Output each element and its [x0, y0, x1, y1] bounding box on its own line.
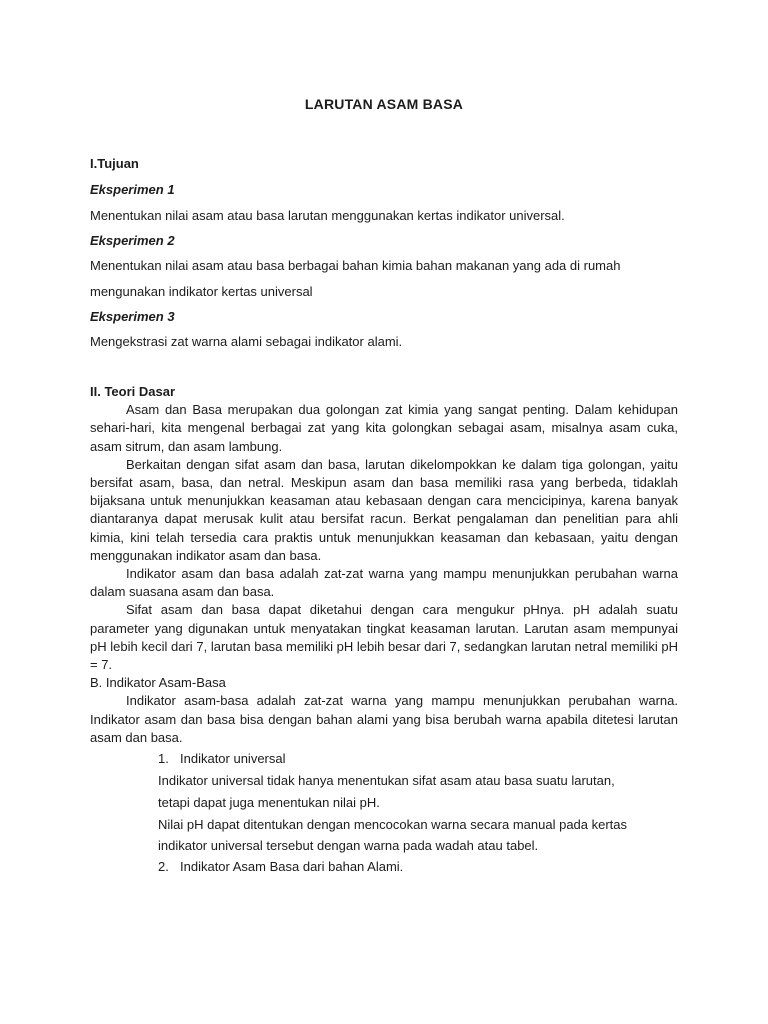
page-title: LARUTAN ASAM BASA [304, 96, 464, 112]
list-number: 1. [158, 751, 169, 766]
experiment-text: mengunakan indikator kertas universal [90, 284, 313, 299]
body-paragraph: Asam dan Basa merupakan dua golongan zat kimia yang sangat penting. Dalam kehidupan sehari-hari, kita mengenal berbagai zat yang kita golongkan sebagai asam, misalnya asam cuka, asam sitrum, dan asam lambung. [90, 402, 678, 454]
body-paragraph: Indikator asam-basa adalah zat-zat warna yang mampu menunjukkan perubahan warna. Indikator asam dan basa bisa dengan bahan alami yang bisa berubah warna apabila ditetesi larutan asam dan basa. [90, 693, 678, 745]
body-paragraph: Indikator asam dan basa adalah zat-zat warna yang mampu menunjukkan perubahan warna dalam suasana asam dan basa. [90, 566, 678, 600]
list-text: Indikator universal tidak hanya menentukan sifat asam atau basa suatu larutan, [158, 773, 615, 788]
subsection-heading: B. Indikator Asam-Basa [90, 675, 226, 691]
experiment-label: Eksperimen 2 [90, 233, 175, 248]
experiment-text: Mengekstrasi zat warna alami sebagai indikator alami. [90, 334, 403, 349]
body-paragraph: Sifat asam dan basa dapat diketahui dengan cara mengukur pHnya. pH adalah suatu parameter yang digunakan untuk menyatakan tingkat keasaman larutan. Larutan asam mempunyai pH lebih kecil dari 7, larutan basa memiliki pH lebih besar dari 7, sedangkan larutan netral memiliki pH = 7. [90, 602, 678, 673]
list-number: 2. [158, 859, 169, 874]
list-item [158, 751, 286, 766]
list-text: tetapi dapat juga menentukan nilai pH. [158, 795, 380, 810]
list-item [158, 859, 403, 874]
experiment-text: Menentukan nilai asam atau basa berbagai bahan kimia bahan makanan yang ada di rumah [90, 258, 621, 273]
section-heading-tujuan: I.Tujuan [90, 156, 139, 171]
section-heading-teori: II. Teori Dasar [90, 384, 176, 399]
experiment-text: Menentukan nilai asam atau basa larutan menggunakan kertas indikator universal. [90, 208, 565, 223]
list-text: Nilai pH dapat ditentukan dengan mencocokan warna secara manual pada kertas [158, 817, 628, 832]
experiment-label: Eksperimen 1 [90, 182, 175, 197]
teori-dasar-section [90, 383, 678, 747]
list-text: indikator universal tersebut dengan warna pada wadah atau tabel. [158, 838, 539, 853]
list-item-label: Indikator Asam Basa dari bahan Alami. [180, 859, 404, 874]
experiment-label: Eksperimen 3 [90, 309, 175, 324]
body-paragraph: Berkaitan dengan sifat asam dan basa, larutan dikelompokkan ke dalam tiga golongan, yaitu bersifat asam, basa, dan netral. Meskipun asam dan basa memiliki rasa yang berbeda, tidaklah bijaksana untuk menunjukkan keasaman atau kebasaan dengan cara mencicipinya, karena banyak diantaranya dapat merusak kulit atau bersifat racun. Berkat pengalaman dan penelitian para ahli kimia, kini telah tersedia cara praktis untuk menunjukkan keasaman dan kebasaan, yaitu dengan menggunakan indikator asam dan basa. [90, 456, 678, 563]
list-item-label: Indikator universal [180, 751, 286, 766]
